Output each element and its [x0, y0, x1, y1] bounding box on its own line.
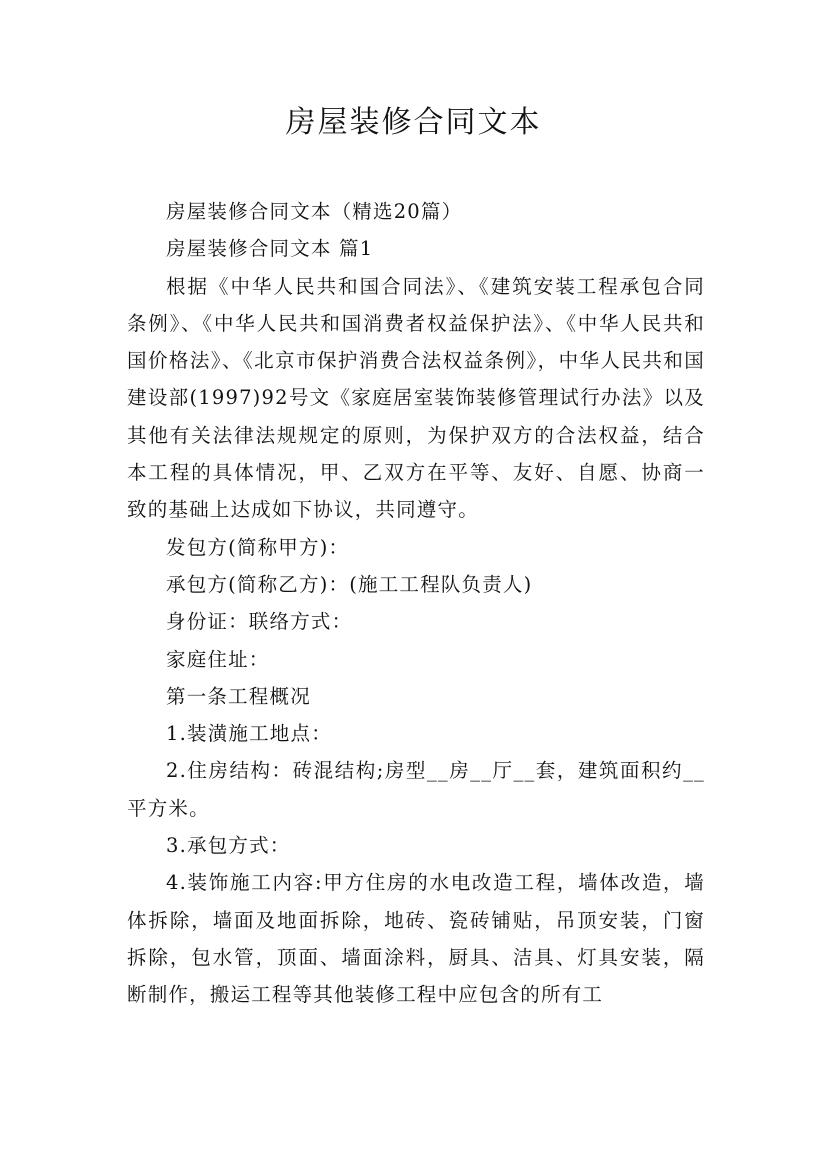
paragraph: 3.承包方式：: [166, 834, 291, 858]
paragraph: 承包方(简称乙方)：(施工工程队负责人): [166, 572, 533, 596]
paragraph: 发包方(简称甲方)：: [166, 535, 350, 559]
paragraph: 第一条工程概况: [166, 684, 311, 708]
document-body: [127, 193, 705, 1014]
paragraph: 身份证：联络方式：: [166, 610, 353, 634]
paragraph: 房屋装修合同文本（精选20篇）: [166, 200, 463, 223]
document-title: 房屋装修合同文本: [285, 105, 542, 140]
paragraph: 2.住房结构：砖混结构;房型__房__厅__套，建筑面积约__平方米。: [127, 759, 705, 820]
paragraph: 家庭住址：: [166, 647, 270, 671]
paragraph: 根据《中华人民共和国合同法》、《建筑安装工程承包合同条例》、《中华人民共和国消费者权益保护法》、《中华人民共和国价格法》、《北京市保护消费合法权益条例》，中华人民共和国建设部(1997)92号文《家庭居室装饰装修管理试行办法》以及其他有关法律法规规定的原则，为保护双方的合法权益，结合本工程的具体情况，甲、乙双方在平等、友好、自愿、协商一致的基础上达成如下协议，共同遵守。: [127, 274, 705, 522]
paragraph: 房屋装修合同文本 篇1: [166, 237, 374, 261]
paragraph: 4.装饰施工内容:甲方住房的水电改造工程，墙体改造，墙体拆除，墙面及地面拆除，地砖、瓷砖铺贴，吊顶安装，门窗拆除，包水管，顶面、墙面涂料，厨具、洁具、灯具安装，隔断制作，搬运工程等其他装修工程中应包含的所有工: [127, 871, 705, 1007]
paragraph: 1.装潢施工地点：: [166, 722, 332, 746]
